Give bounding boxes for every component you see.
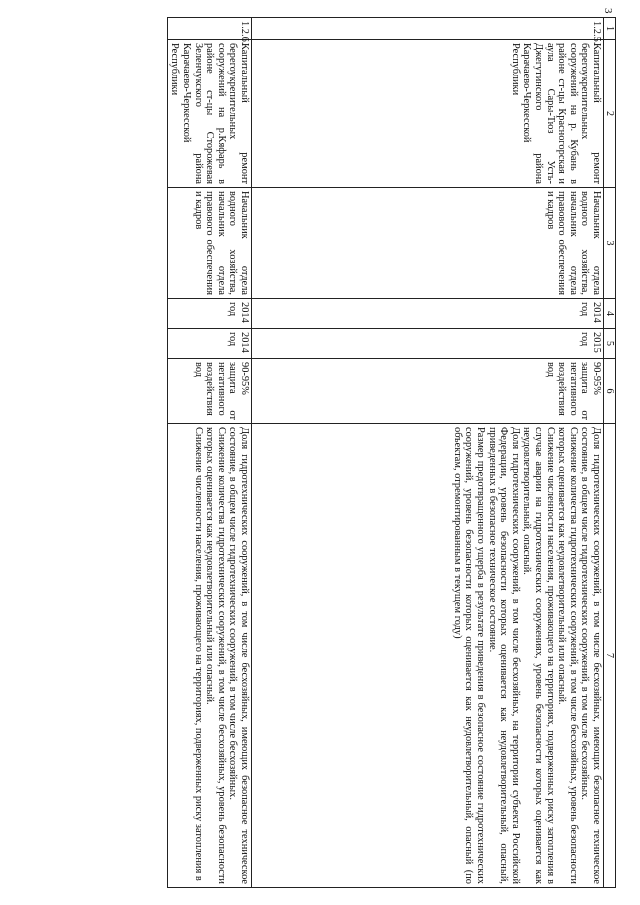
header-row bbox=[604, 18, 616, 888]
header-cell: 1 bbox=[604, 18, 616, 40]
header-cell: 4 bbox=[604, 299, 616, 329]
rotated-page-content bbox=[71, 17, 616, 887]
header-cell: 5 bbox=[604, 329, 616, 359]
header-cell: 7 bbox=[604, 424, 616, 888]
executor: Начальник отдела водного хозяйства, начальник отдела правового обеспечения и кадров bbox=[252, 188, 604, 299]
header-cell: 6 bbox=[604, 359, 616, 424]
indicators-cell bbox=[167, 424, 251, 888]
start-year: 2014 год bbox=[167, 299, 251, 329]
program-table bbox=[167, 17, 616, 888]
row-number: 1.2.5. bbox=[252, 18, 604, 40]
indicator-text: Снижение количества гидротехнических сооружений, в том числе бесхозяйных, уровень безопасности которых оценивается как неудовлетворительный или опасный. bbox=[204, 427, 227, 884]
expected-result: 90-95% защита от негативного воздействия вод bbox=[252, 359, 604, 424]
expected-result: 90-95% защита от негативного воздействия вод bbox=[167, 359, 251, 424]
measure-name: Капитальный ремонт берегоукрепительных сооружений на р. Кубань в районе ст-цы Красногорская и аула Сары-Тюз Усть-Джегутинского района Карачаево-Черкесской Республики bbox=[252, 40, 604, 188]
indicator-text: Доля гидротехнических сооружений, в том числе бесхозяйных, имеющих безопасное техническое состояние, в общем числе гидротехнических сооружений, в том числе бесхозяйных. bbox=[227, 427, 250, 884]
end-year: 2015 год bbox=[252, 329, 604, 359]
measure-name: Капитальный ремонт берегоукрепительных сооружений на р.Кяфарь в районе ст-цы Сторожевая Зеленчукского района Карачаево-Черкесской Республики bbox=[167, 40, 251, 188]
indicator-text: Снижение численности населения, проживающего на территориях, подверженных риску затопления в случае аварии на гидротехнических сооружениях, уровень безопасности которых оценивается как неудовлетворительный, опасный. bbox=[521, 427, 556, 884]
page-number: 3 bbox=[602, 8, 614, 14]
table-row bbox=[252, 18, 604, 888]
row-number: 1.2.6. bbox=[167, 18, 251, 40]
indicator-text: Снижение численности населения, проживающего на территориях, подверженных риску затопления в bbox=[192, 427, 204, 881]
executor: Начальник отдела водного хозяйства, начальник отдела правового обеспечения и кадров bbox=[167, 188, 251, 299]
indicator-text: Доля гидротехнических сооружений, в том числе бесхозяйных, имеющих безопасное техническое состояние, в общем числе гидротехнических сооружений, в том числе бесхозяйных. bbox=[579, 427, 602, 884]
indicator-text: Доля гидротехнических сооружений, в том числе бесхозяйных, на территории субъекта Российской Федерации, уровень безопасности которых оценивается как неудовлетворительный, опасный, приведенных в безопасное техническое состояние. bbox=[486, 427, 521, 884]
end-year: 2014 год bbox=[167, 329, 251, 359]
table-row bbox=[167, 18, 251, 888]
indicator-text: Снижение количества гидротехнических сооружений, в том числе бесхозяйных, уровень безопасности которых оценивается как неудовлетворительный или опасный. bbox=[556, 427, 579, 884]
indicators-cell bbox=[252, 424, 604, 888]
header-cell: 2 bbox=[604, 40, 616, 188]
indicator-text: Размер предотвращенного ущерба в результате приведения в безопасное состояние гидротехнических сооружений, уровень безопасности которых оценивается как неудовлетворительный, опасный (по объектам, отремонтированным в текущем году) bbox=[451, 427, 487, 884]
start-year: 2014 год bbox=[252, 299, 604, 329]
header-cell: 3 bbox=[604, 188, 616, 299]
